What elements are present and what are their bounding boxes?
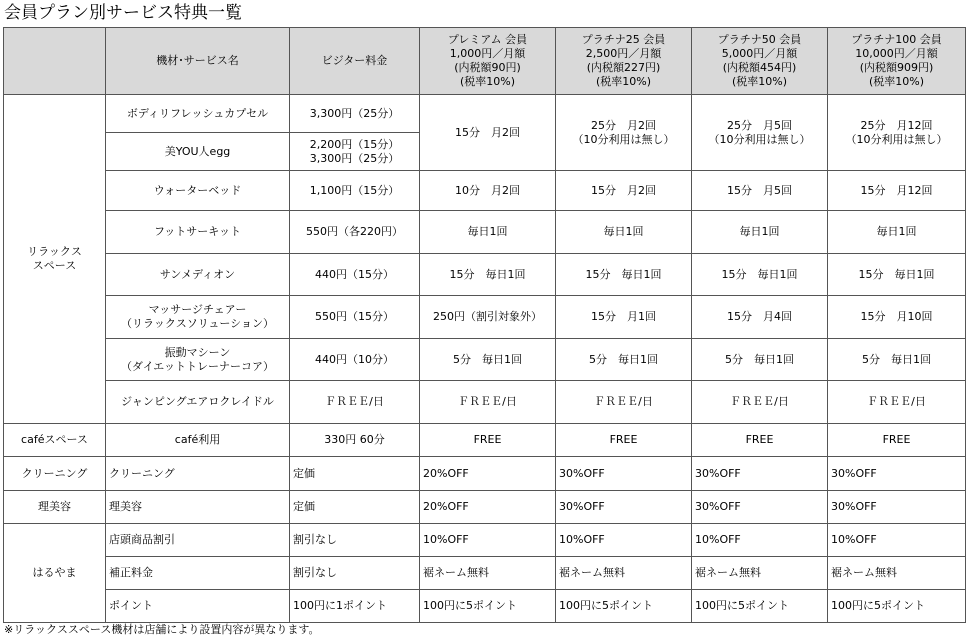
table-row xyxy=(4,296,966,339)
visitor-fee: 100円に1ポイント xyxy=(290,590,420,623)
category-hareyama: はるやま xyxy=(4,524,106,623)
service-name: 美YOU人egg xyxy=(106,133,290,171)
platinum50-value: 15分 月4回 xyxy=(692,296,828,339)
visitor-fee: 330円 60分 xyxy=(290,424,420,457)
platinum100-value: 毎日1回 xyxy=(828,211,966,254)
premium-value: 20%OFF xyxy=(420,491,556,524)
service-name: ジャンピングエアロクレイドル xyxy=(106,381,290,424)
table-row xyxy=(4,524,966,557)
table-row xyxy=(4,171,966,211)
visitor-fee: 550円（15分） xyxy=(290,296,420,339)
category-barber: 理美容 xyxy=(4,491,106,524)
category-relax-space: リラックス スペース xyxy=(4,95,106,424)
platinum25-value: FREE xyxy=(556,424,692,457)
page-title: 会員プラン別サービス特典一覧 xyxy=(4,3,242,23)
platinum25-value: 15分 毎日1回 xyxy=(556,254,692,296)
table-row xyxy=(4,557,966,590)
premium-value: ＦＲＥＥ/日 xyxy=(420,381,556,424)
platinum50-value: 10%OFF xyxy=(692,524,828,557)
premium-value: 15分 毎日1回 xyxy=(420,254,556,296)
table-row xyxy=(4,491,966,524)
premium-value: 20%OFF xyxy=(420,457,556,491)
service-name: 補正料金 xyxy=(106,557,290,590)
service-name: 店頭商品割引 xyxy=(106,524,290,557)
plan-benefits-table xyxy=(3,27,966,623)
footnote: ※リラックススペース機材は店舗により設置内容が異なります。 xyxy=(4,623,320,636)
service-name: マッサージチェアー （リラックスソリューション） xyxy=(106,296,290,339)
platinum25-value: 毎日1回 xyxy=(556,211,692,254)
visitor-fee: 440円（15分） xyxy=(290,254,420,296)
platinum50-value: FREE xyxy=(692,424,828,457)
platinum25-value: 100円に5ポイント xyxy=(556,590,692,623)
service-name: café利用 xyxy=(106,424,290,457)
visitor-fee: 定価 xyxy=(290,491,420,524)
platinum100-value: 100円に5ポイント xyxy=(828,590,966,623)
platinum50-value: 100円に5ポイント xyxy=(692,590,828,623)
premium-value: 毎日1回 xyxy=(420,211,556,254)
platinum100-value: 裾ネーム無料 xyxy=(828,557,966,590)
visitor-fee: 2,200円（15分） 3,300円（25分） xyxy=(290,133,420,171)
table-row xyxy=(4,95,966,133)
service-name: ウォーターベッド xyxy=(106,171,290,211)
header-platinum50: プラチナ50 会員 5,000円／月額 (内税額454円) (税率10%) xyxy=(692,28,828,95)
category-cleaning: クリーニング xyxy=(4,457,106,491)
platinum100-value: 25分 月12回 （10分利用は無し） xyxy=(828,95,966,171)
visitor-fee: 1,100円（15分） xyxy=(290,171,420,211)
header-premium: プレミアム 会員 1,000円／月額 (内税額90円) (税率10%) xyxy=(420,28,556,95)
visitor-fee: 550円（各220円） xyxy=(290,211,420,254)
premium-value: 100円に5ポイント xyxy=(420,590,556,623)
platinum50-value: 5分 毎日1回 xyxy=(692,339,828,381)
table-row xyxy=(4,590,966,623)
table-header-row xyxy=(4,28,966,95)
service-name: サンメディオン xyxy=(106,254,290,296)
platinum50-value: 裾ネーム無料 xyxy=(692,557,828,590)
platinum100-value: 15分 毎日1回 xyxy=(828,254,966,296)
header-platinum100: プラチナ100 会員 10,000円／月額 (内税額909円) (税率10%) xyxy=(828,28,966,95)
header-platinum25: プラチナ25 会員 2,500円／月額 (内税額227円) (税率10%) xyxy=(556,28,692,95)
platinum100-value: FREE xyxy=(828,424,966,457)
platinum100-value: 5分 毎日1回 xyxy=(828,339,966,381)
table-row xyxy=(4,211,966,254)
platinum50-value: 毎日1回 xyxy=(692,211,828,254)
premium-value: 250円（割引対象外） xyxy=(420,296,556,339)
platinum100-value: 15分 月12回 xyxy=(828,171,966,211)
platinum25-value: 30%OFF xyxy=(556,491,692,524)
platinum50-value: 15分 毎日1回 xyxy=(692,254,828,296)
platinum100-value: ＦＲＥＥ/日 xyxy=(828,381,966,424)
premium-value: 15分 月2回 xyxy=(420,95,556,171)
service-name: クリーニング xyxy=(106,457,290,491)
platinum25-value: 裾ネーム無料 xyxy=(556,557,692,590)
platinum50-value: 30%OFF xyxy=(692,491,828,524)
header-category xyxy=(4,28,106,95)
service-name: ポイント xyxy=(106,590,290,623)
service-name: 振動マシーン （ダイエットトレーナーコア） xyxy=(106,339,290,381)
platinum50-value: 15分 月5回 xyxy=(692,171,828,211)
platinum100-value: 30%OFF xyxy=(828,491,966,524)
visitor-fee: ＦＲＥＥ/日 xyxy=(290,381,420,424)
table-row xyxy=(4,339,966,381)
premium-value: 10分 月2回 xyxy=(420,171,556,211)
visitor-fee: 定価 xyxy=(290,457,420,491)
header-service: 機材･サービス名 xyxy=(106,28,290,95)
visitor-fee: 440円（10分） xyxy=(290,339,420,381)
visitor-fee: 割引なし xyxy=(290,524,420,557)
platinum50-value: 25分 月5回 （10分利用は無し） xyxy=(692,95,828,171)
table-row xyxy=(4,381,966,424)
visitor-fee: 3,300円（25分） xyxy=(290,95,420,133)
platinum25-value: ＦＲＥＥ/日 xyxy=(556,381,692,424)
visitor-fee: 割引なし xyxy=(290,557,420,590)
category-cafe-space: caféスペース xyxy=(4,424,106,457)
premium-value: 10%OFF xyxy=(420,524,556,557)
platinum100-value: 30%OFF xyxy=(828,457,966,491)
table-row xyxy=(4,424,966,457)
premium-value: 裾ネーム無料 xyxy=(420,557,556,590)
premium-value: 5分 毎日1回 xyxy=(420,339,556,381)
platinum25-value: 10%OFF xyxy=(556,524,692,557)
premium-value: FREE xyxy=(420,424,556,457)
table-row xyxy=(4,457,966,491)
platinum25-value: 5分 毎日1回 xyxy=(556,339,692,381)
platinum25-value: 25分 月2回 （10分利用は無し） xyxy=(556,95,692,171)
service-name: 理美容 xyxy=(106,491,290,524)
platinum25-value: 15分 月1回 xyxy=(556,296,692,339)
service-name: フットサーキット xyxy=(106,211,290,254)
platinum25-value: 15分 月2回 xyxy=(556,171,692,211)
platinum100-value: 10%OFF xyxy=(828,524,966,557)
platinum50-value: ＦＲＥＥ/日 xyxy=(692,381,828,424)
platinum25-value: 30%OFF xyxy=(556,457,692,491)
header-visitor-fee: ビジター料金 xyxy=(290,28,420,95)
platinum100-value: 15分 月10回 xyxy=(828,296,966,339)
table-row xyxy=(4,254,966,296)
service-name: ボディリフレッシュカプセル xyxy=(106,95,290,133)
platinum50-value: 30%OFF xyxy=(692,457,828,491)
